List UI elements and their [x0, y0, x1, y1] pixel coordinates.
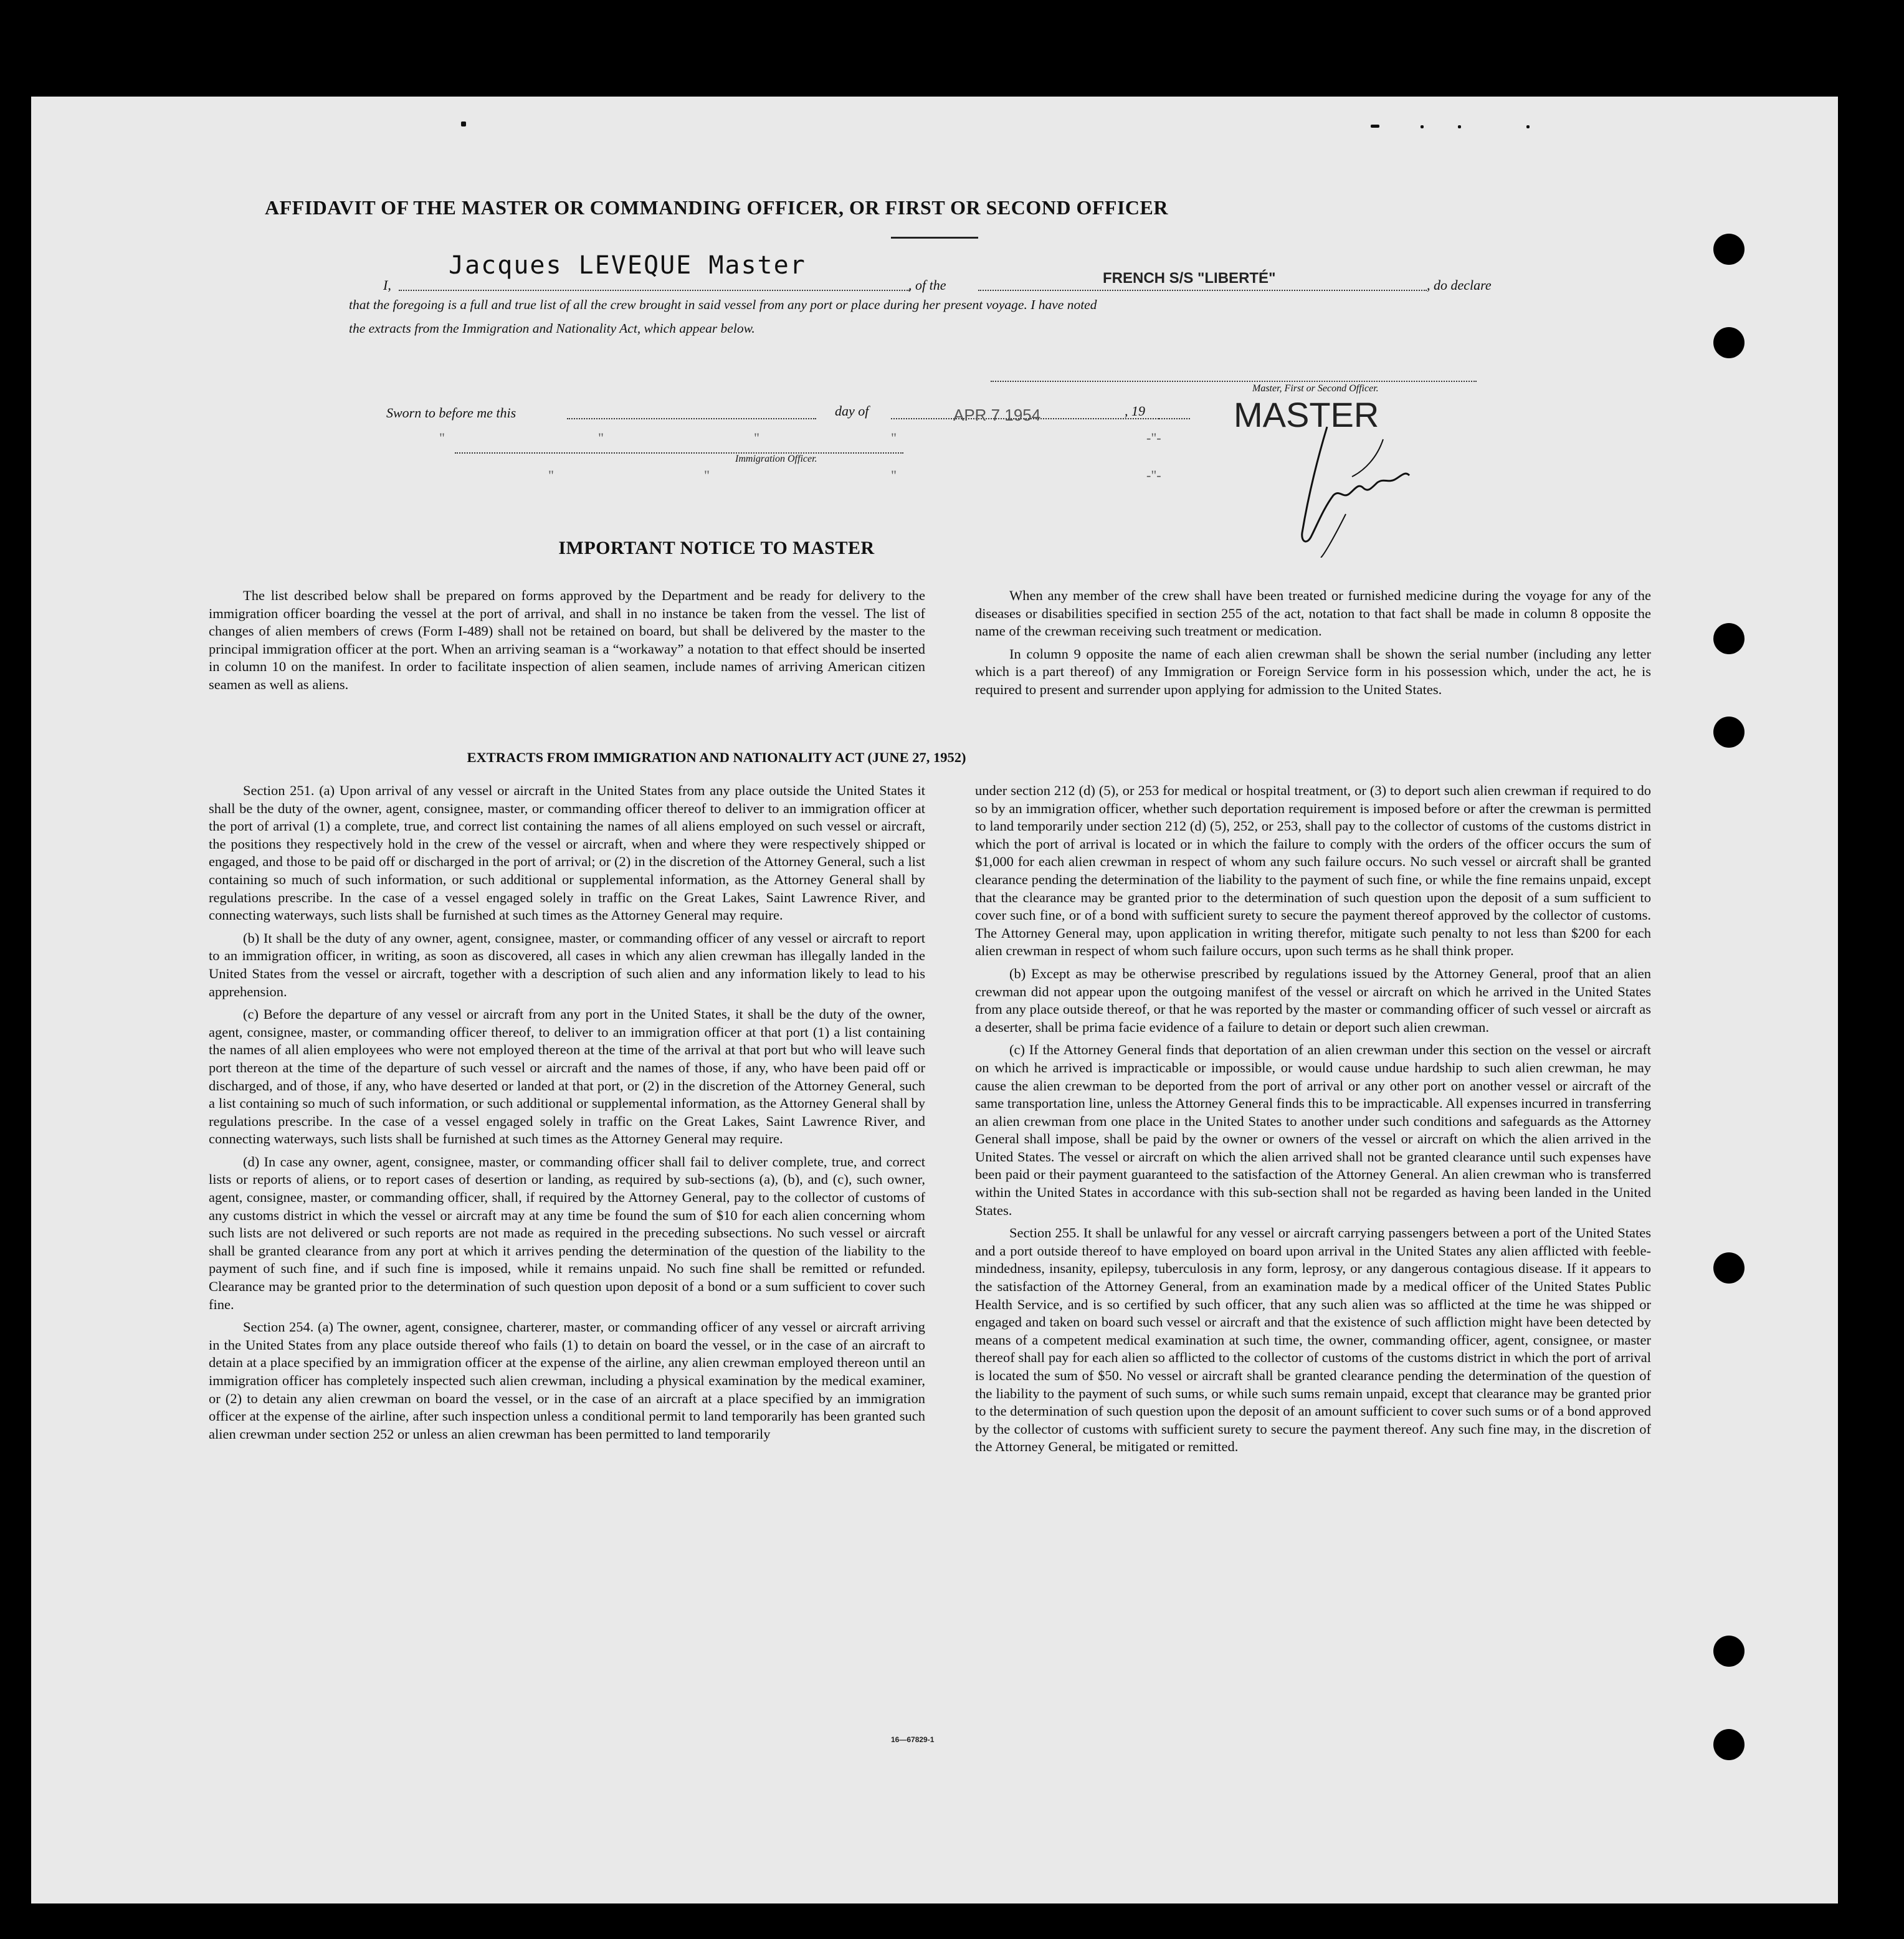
title-rule: [891, 237, 978, 239]
notice-right-paragraph-2: In column 9 opposite the name of each alien crewman shall be shown the serial number (including any letter which is a part thereof) of any Immigration or Foreign Service form in his possession which, under the act, he is required to present and surrender upon applying for admission to the United States.: [975, 646, 1651, 697]
ditto-mark: ": [891, 430, 897, 445]
section-254-a-continued: under section 212 (d) (5), or 253 for medical or hospital treatment, or (3) to deport such alien crewman if required to do so by an immigration officer, whether such deportation requirement is imposed before or after the crewman is permitted to land temporarily under section 212 (d) (5), 252, or 253, shall pay to the collector of customs of the customs district in which the port of arrival is located or in which the failure to comply with the orders of the officer occurs the sum of $1,000 for each alien crewman in respect of whom any such failure occurs. No such vessel or aircraft shall be granted clearance pending the determination of the liability to the payment of such fine, or while the fine remains unpaid, except that the clearance may be granted prior to the determination of such question upon the deposit of a sum sufficient to cover such fine, or of a bond with sufficient surety to secure the payment thereof approved by the collector of customs. The Attorney General may, upon application in writing therefor, mitigate such penalty to not less than $200 for each alien crewman in respect of whom such failure occurs, upon such terms as he shall think proper.: [975, 783, 1651, 959]
immigration-officer-caption: Immigration Officer.: [735, 454, 817, 464]
notice-right-paragraph-1: When any member of the crew shall have been treated or furnished medicine during the voyage for any of the diseases or disabilities specified in section 255 of the act, notation to that fact shall be made in column 8 opposite the name of the crewman receiving such treatment or medication.: [975, 588, 1651, 639]
punch-hole: [1713, 717, 1745, 748]
extracts-heading: EXTRACTS FROM IMMIGRATION AND NATIONALITY ACT (JUNE 27, 1952): [467, 750, 966, 765]
notice-right-column: [975, 587, 1651, 703]
punch-hole: [1713, 1729, 1745, 1760]
section-251-c: (c) Before the departure of any vessel or aircraft from any port in the United States, it shall be the duty of the owner, agent, consignee, master, or commanding officer thereof, to deliver to an immigration officer at that port (1) a list containing the names of all alien employees who were not employed thereon at the time of the arrival at that port but who will leave such port thereon at the time of the departure of such vessel or aircraft and the names of those, if any, who have been paid off or discharged, and of those, if any, who have deserted or landed at that port, or (2) in the discretion of the Attorney General, such a list containing so much of such information, or such additional or supplemental information, as the Attorney General shall by regulations prescribe. In the case of a vessel engaged solely in traffic on the Great Lakes, Saint Lawrence River, and connecting waterways, such lists shall be furnished at such times as the Attorney General may require.: [209, 1006, 925, 1147]
ditto-mark: ": [754, 430, 759, 445]
extracts-left-column: [209, 782, 925, 1448]
vessel-stamp: FRENCH S/S "LIBERTÉ": [1103, 270, 1276, 287]
signer-line: [991, 377, 1477, 382]
ditto-mark: ": [891, 467, 897, 483]
section-254-b: (b) Except as may be otherwise prescribed by regulations issued by the Attorney General, proof that an alien crewman did not appear upon the outgoing manifest of the vessel or aircraft on which he arrived in the United States from any place outside thereof, or that he was reported by the master or commanding officer of such vessel or aircraft as a deserter, shall be prima facie evidence of a failure to detain or deport such alien crewman.: [975, 965, 1651, 1035]
punch-hole: [1713, 1636, 1745, 1667]
declarant-line: [399, 283, 910, 291]
ditto-year: -"-: [1146, 430, 1161, 445]
section-251-a: Section 251. (a) Upon arrival of any vessel or aircraft in the United States from any place outside the United States it shall be the duty of the owner, agent, consignee, master, or commanding officer thereof to deliver to an immigration officer at the port of arrival (1) a complete, true, and correct list containing the names of all aliens employed on such vessel or aircraft, the positions they respectively hold in the crew of the vessel or aircraft, when and where they were respectively shipped or engaged, and those to be paid off or discharged in the port of arrival; or (2) in the discretion of the Attorney General, such a list containing so much of such information, or such additional or supplemental information, as the Attorney General shall by regulations prescribe. In the case of a vessel engaged solely in traffic on the Great Lakes, Saint Lawrence River, and connecting waterways, such lists shall be furnished at such times as the Attorney General may require.: [209, 783, 925, 923]
declaration-line-1: that the foregoing is a full and true list of all the crew brought in said vessel from any port or place during her present voyage. I have noted: [349, 297, 1097, 312]
sworn-label: Sworn to before me this: [386, 405, 516, 421]
year-label: , 19: [1125, 403, 1145, 419]
date-stamp: APR 7 1954: [953, 406, 1041, 424]
immigration-officer-line: [455, 449, 903, 454]
ditto-mark: ": [439, 430, 445, 445]
speck: [1458, 125, 1461, 128]
section-254-c: (c) If the Attorney General finds that deportation of an alien crewman under this section on the vessel or aircraft on which he arrived is impracticable or impossible, or would cause undue hardship to such alien crewman, he may cause the alien crewman to be deported from the port of arrival or any other port on another vessel or aircraft of the same transportation line, unless the Attorney General finds this to be impracticable. All expenses incurred in transferring an alien crewman from one place in the United States to another under such conditions and safeguards as the Attorney General shall impose, shall be paid by the owner or owners of the vessel or aircraft on which the alien arrived in the United States. The vessel or aircraft on which the alien arrived shall not be granted clearance until such expenses have been paid or their payment guaranteed to the satisfaction of the Attorney General. An alien crewman who is transferred within the United States in accordance with this sub-section shall not be regarded as having been landed in the United States.: [975, 1042, 1651, 1218]
punch-hole: [1713, 234, 1745, 265]
form-sheet: [31, 97, 1838, 1903]
notice-left-column: [209, 587, 925, 698]
form-code: 16—67829-1: [891, 1735, 935, 1744]
sworn-day-line: [567, 414, 816, 419]
master-signature: [1290, 421, 1452, 558]
speck: [1526, 125, 1530, 128]
ditto-year: -"-: [1146, 467, 1161, 483]
declarant-handwritten: Jacques LEVEQUE Master: [449, 251, 806, 280]
ditto-mark: ": [704, 467, 710, 483]
notice-heading: IMPORTANT NOTICE TO MASTER: [558, 538, 875, 558]
of-the-label: , of the: [908, 277, 946, 293]
affidavit-title: AFFIDAVIT OF THE MASTER OR COMMANDING OFFICER, OR FIRST OR SECOND OFFICER: [265, 196, 1168, 219]
signer-caption: Master, First or Second Officer.: [1252, 383, 1379, 394]
section-251-b: (b) It shall be the duty of any owner, agent, consignee, master, or commanding officer of any vessel or aircraft to report to an immigration officer, in writing, as soon as discovered, all cases in which any alien crewman has illegally landed in the United States from the vessel or aircraft, together with a description of such alien and any information likely to lead to his apprehension.: [209, 930, 925, 999]
declaration-line-2: the extracts from the Immigration and Nationality Act, which appear below.: [349, 321, 755, 336]
section-251-d: (d) In case any owner, agent, consignee, master, or commanding officer shall fail to deliver complete, true, and correct lists or reports of aliens, or to report cases of desertion or landing, as required by sub-sections (a), (b), and (c), such owner, agent, consignee, master, or commanding officer, shall, if required by the Attorney General, pay to the collector of customs of any customs district in which the vessel or aircraft may at any time be found the sum of $10 for each alien concerning whom such lists are not delivered or such reports are not made as required in the preceding subsections. No such vessel or aircraft shall be granted clearance from any port at which it arrives pending the determination of the question of the liability to the payment of such fine, and if such fine is imposed, while it remains unpaid. No such fine shall be remitted or refunded. Clearance may be granted prior to the determination of such question upon deposit of a bond or a sum sufficient to cover such fine.: [209, 1153, 925, 1312]
ditto-mark: ": [548, 467, 554, 483]
ditto-mark: ": [598, 430, 604, 445]
punch-hole: [1713, 327, 1745, 358]
punch-hole: [1713, 1252, 1745, 1284]
i-label: I,: [383, 277, 391, 293]
speck: [461, 121, 466, 126]
section-254-a: Section 254. (a) The owner, agent, consignee, charterer, master, or commanding officer of any vessel or aircraft arriving in the United States from any place outside thereof who fails (1) to detain on board the vessel, or in the case of an aircraft to detain at a place specified by an immigration officer at the expense of the airline, any alien crewman employed thereon until an immigration officer has completely inspected such alien crewman, including a physical examination by the medical examiner, or (2) to detain any alien crewman on board the vessel, or in the case of an aircraft at a place specified by an immigration officer at the expense of the airline, after such inspection unless a conditional permit to land temporarily has been granted such alien crewman under section 252 or unless an alien crewman has been permitted to land temporarily: [209, 1319, 925, 1442]
year-line: [1159, 414, 1190, 419]
section-255: Section 255. It shall be unlawful for any vessel or aircraft carrying passengers between a port of the United States and a port outside thereof to have employed on board upon arrival in the United States any alien afflicted with feeble-mindedness, insanity, epilepsy, tuberculosis in any form, leprosy, or any dangerous contagious disease. If it appears to the satisfaction of the Attorney General, from an examination made by a medical officer of the United States Public Health Service, and is so certified by such officer, that any such alien was so afflicted at the time he was shipped or engaged and taken on board such vessel or aircraft and that the existence of such affliction might have been detected by means of a competent medical examination at such time, the owner, commanding officer, agent, consignee, or master thereof shall pay for each alien so afflicted to the collector of customs of the customs district in which the port of arrival is located the sum of $50. No vessel or aircraft shall be granted clearance pending the determination of the question of the liability to the payment of such sums, or while such sums remain unpaid, except that clearance may be granted prior to the determination of such question upon the deposit of an amount sufficient to cover such sums or of a bond approved by the collector of customs with sufficient surety to secure the payment thereof. Any such fine may, in the discretion of the Attorney General, be mitigated or remitted.: [975, 1225, 1651, 1455]
extracts-right-column: [975, 782, 1651, 1461]
day-of-label: day of: [835, 403, 869, 419]
do-declare-label: , do declare: [1427, 277, 1492, 293]
punch-hole: [1713, 623, 1745, 654]
master-stamp: MASTER: [1234, 395, 1379, 434]
notice-left-paragraph: The list described below shall be prepared on forms approved by the Department and be ready for delivery to the immigration officer boarding the vessel at the port of arrival, and shall in no instance be taken from the vessel. The list of changes of alien members of crews (Form I-489) shall not be retained on board, but shall be delivered by the master to the principal immigration officer at the port. When an arriving seaman is a “workaway” a notation to that effect should be inserted in column 10 on the manifest. In order to facilitate inspection of alien seamen, include names of arriving American citizen seamen as well as aliens.: [209, 588, 925, 692]
speck: [1371, 125, 1379, 128]
speck: [1421, 125, 1424, 128]
